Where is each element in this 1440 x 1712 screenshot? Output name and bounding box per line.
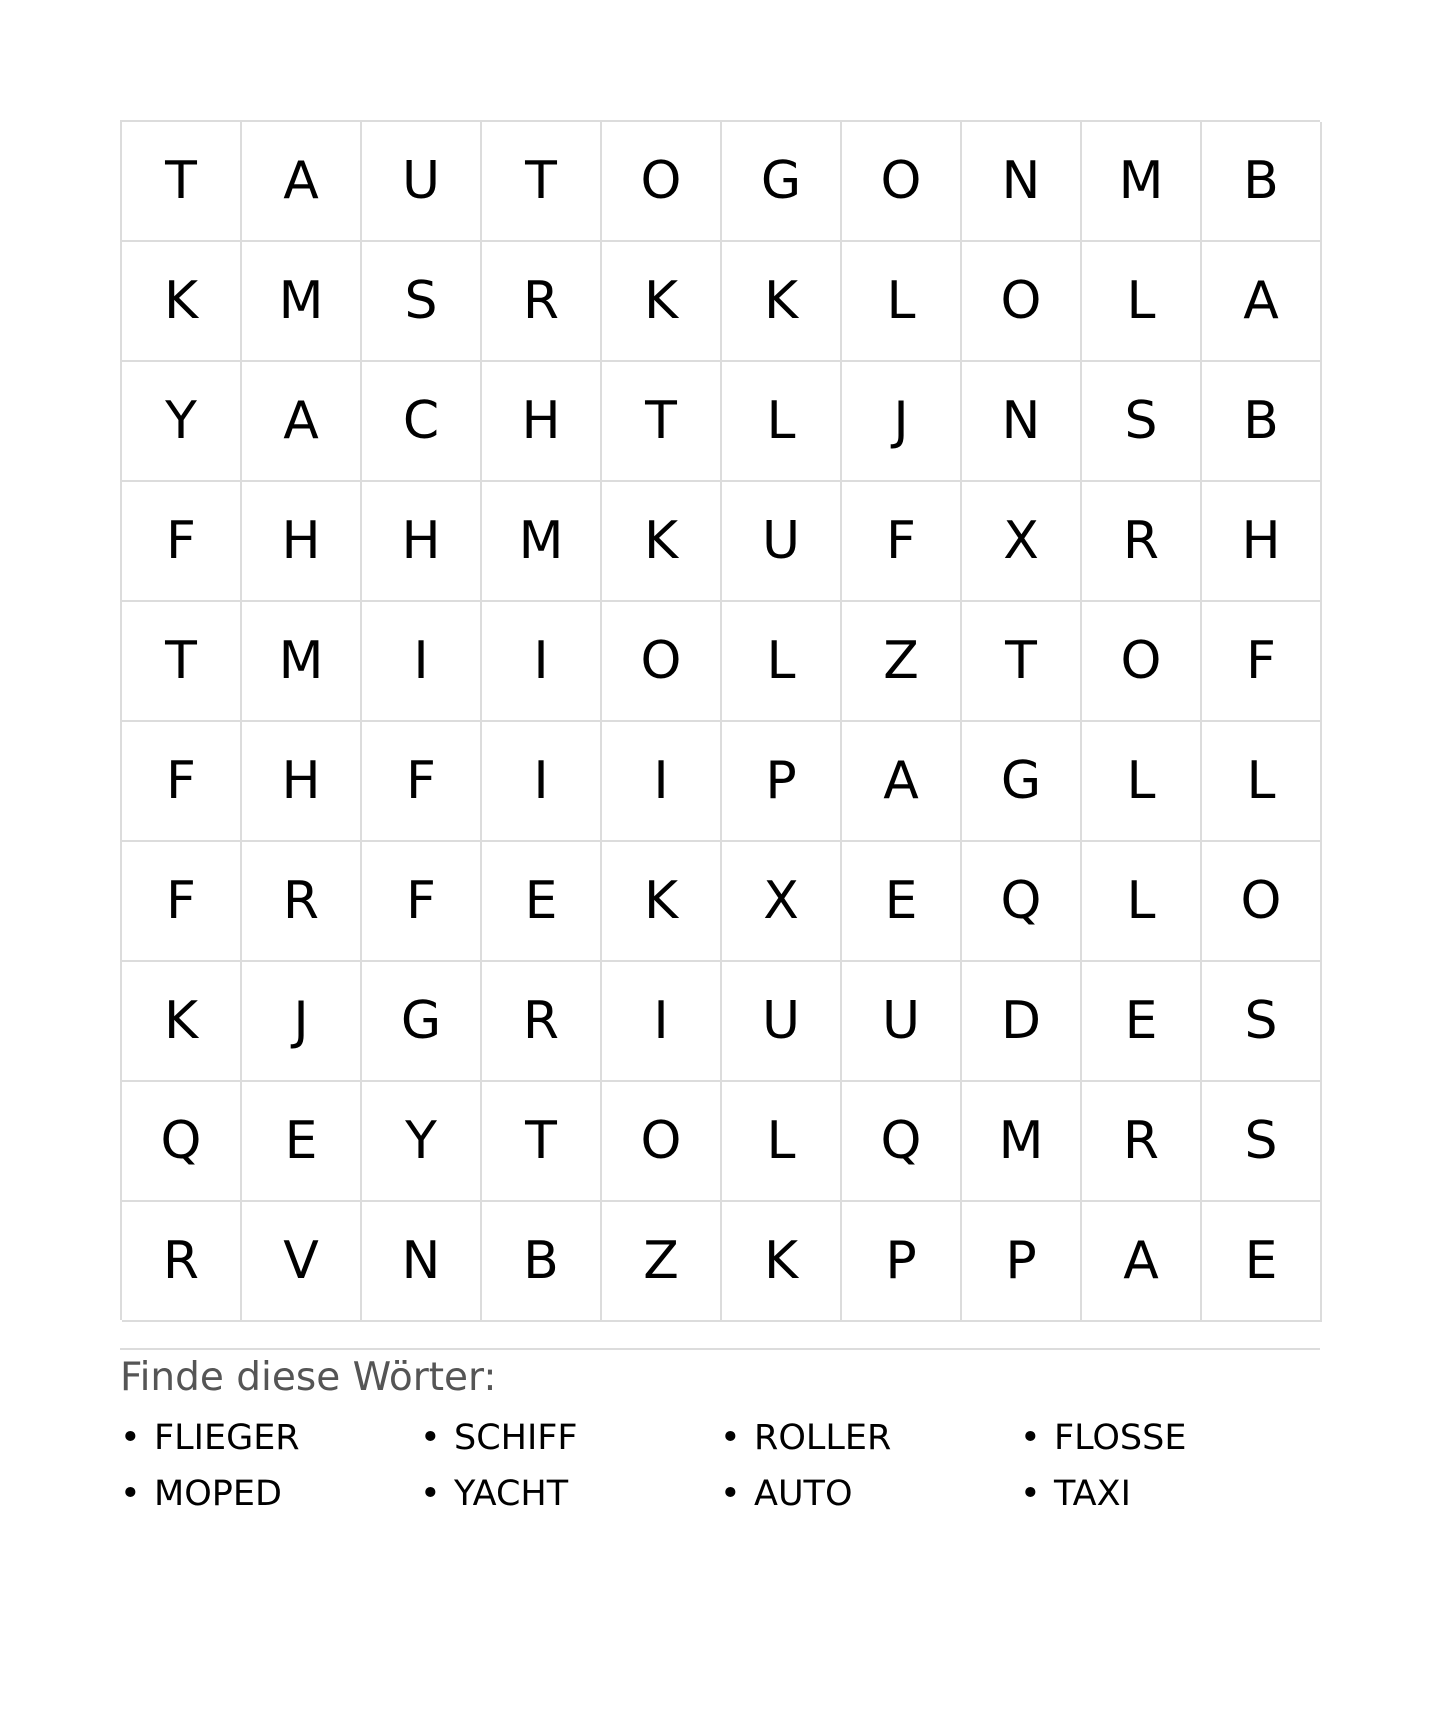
letter-grid — [120, 120, 1320, 1320]
word-list-item — [420, 1410, 720, 1466]
grid-cell[interactable]: G — [722, 122, 842, 242]
grid-cell[interactable]: F — [122, 842, 242, 962]
grid-cell[interactable]: R — [242, 842, 362, 962]
grid-cell[interactable]: L — [1082, 242, 1202, 362]
grid-cell[interactable]: B — [1202, 122, 1322, 242]
grid-cell[interactable]: G — [962, 722, 1082, 842]
grid-cell[interactable]: J — [242, 962, 362, 1082]
grid-cell[interactable]: H — [1202, 482, 1322, 602]
grid-cell[interactable]: O — [602, 1082, 722, 1202]
word-list-item — [1020, 1466, 1320, 1522]
grid-cell[interactable]: I — [602, 962, 722, 1082]
grid-cell[interactable]: X — [722, 842, 842, 962]
grid-cell[interactable]: H — [482, 362, 602, 482]
grid-cell[interactable]: K — [722, 1202, 842, 1322]
grid-cell[interactable]: A — [1082, 1202, 1202, 1322]
grid-cell[interactable]: U — [722, 482, 842, 602]
grid-cell[interactable]: R — [1082, 482, 1202, 602]
word-list-item — [120, 1466, 420, 1522]
grid-cell[interactable]: K — [602, 482, 722, 602]
grid-cell[interactable]: U — [362, 122, 482, 242]
bullet-icon: • — [120, 1418, 141, 1458]
grid-cell[interactable]: L — [1082, 722, 1202, 842]
grid-cell[interactable]: O — [1082, 602, 1202, 722]
grid-cell[interactable]: O — [842, 122, 962, 242]
grid-cell[interactable]: B — [482, 1202, 602, 1322]
word-search-sheet — [120, 120, 1320, 1522]
grid-cell[interactable]: T — [482, 1082, 602, 1202]
word-list-item — [720, 1466, 1020, 1522]
bullet-icon: • — [420, 1474, 441, 1514]
word-label: SCHIFF — [454, 1418, 578, 1458]
grid-cell[interactable]: I — [362, 602, 482, 722]
grid-cell[interactable]: V — [242, 1202, 362, 1322]
word-label: TAXI — [1054, 1474, 1131, 1514]
grid-cell[interactable]: M — [242, 242, 362, 362]
word-list-item — [1020, 1410, 1320, 1466]
grid-cell[interactable]: N — [362, 1202, 482, 1322]
grid-cell[interactable]: F — [122, 482, 242, 602]
word-list-item — [420, 1466, 720, 1522]
word-label: AUTO — [754, 1474, 853, 1514]
grid-cell[interactable]: O — [602, 122, 722, 242]
grid-cell[interactable]: K — [122, 962, 242, 1082]
grid-cell[interactable]: Y — [362, 1082, 482, 1202]
grid-cell[interactable]: T — [962, 602, 1082, 722]
bullet-icon: • — [720, 1418, 741, 1458]
grid-cell[interactable]: M — [482, 482, 602, 602]
grid-cell[interactable]: Q — [842, 1082, 962, 1202]
grid-cell[interactable]: F — [122, 722, 242, 842]
grid-cell[interactable]: Z — [602, 1202, 722, 1322]
grid-cell[interactable]: L — [1082, 842, 1202, 962]
grid-cell[interactable]: M — [1082, 122, 1202, 242]
bullet-icon: • — [420, 1418, 441, 1458]
grid-cell[interactable]: L — [842, 242, 962, 362]
word-label: MOPED — [154, 1474, 282, 1514]
grid-cell[interactable]: T — [482, 122, 602, 242]
grid-cell[interactable]: I — [482, 602, 602, 722]
grid-cell[interactable]: A — [1202, 242, 1322, 362]
grid-cell[interactable]: S — [1082, 362, 1202, 482]
word-list-item — [720, 1410, 1020, 1466]
grid-cell[interactable]: A — [242, 122, 362, 242]
grid-cell[interactable]: J — [842, 362, 962, 482]
grid-cell[interactable]: M — [242, 602, 362, 722]
grid-cell[interactable]: O — [1202, 842, 1322, 962]
grid-cell[interactable]: F — [362, 842, 482, 962]
grid-cell[interactable]: R — [1082, 1082, 1202, 1202]
grid-cell[interactable]: P — [722, 722, 842, 842]
word-label: YACHT — [454, 1474, 569, 1514]
grid-cell[interactable]: L — [722, 1082, 842, 1202]
grid-cell[interactable]: N — [962, 122, 1082, 242]
grid-cell[interactable]: R — [482, 962, 602, 1082]
grid-cell[interactable]: F — [842, 482, 962, 602]
grid-cell[interactable]: E — [482, 842, 602, 962]
grid-cell[interactable]: M — [962, 1082, 1082, 1202]
grid-cell[interactable]: Z — [842, 602, 962, 722]
grid-cell[interactable]: L — [722, 602, 842, 722]
grid-cell[interactable]: E — [842, 842, 962, 962]
grid-cell[interactable]: T — [122, 602, 242, 722]
grid-cell[interactable]: K — [602, 242, 722, 362]
grid-cell[interactable]: K — [602, 842, 722, 962]
word-list-item — [120, 1410, 420, 1466]
word-label: FLIEGER — [154, 1418, 300, 1458]
grid-cell[interactable]: T — [122, 122, 242, 242]
grid-cell[interactable]: L — [722, 362, 842, 482]
word-label: ROLLER — [754, 1418, 892, 1458]
grid-cell[interactable]: H — [242, 482, 362, 602]
divider — [120, 1348, 1320, 1350]
bullet-icon: • — [1020, 1474, 1041, 1514]
grid-cell[interactable]: F — [362, 722, 482, 842]
grid-cell[interactable]: S — [1202, 1082, 1322, 1202]
grid-cell[interactable]: E — [242, 1082, 362, 1202]
grid-cell[interactable]: U — [722, 962, 842, 1082]
grid-cell[interactable]: H — [362, 482, 482, 602]
grid-cell[interactable]: R — [482, 242, 602, 362]
grid-cell[interactable]: F — [1202, 602, 1322, 722]
grid-cell[interactable]: G — [362, 962, 482, 1082]
grid-cell[interactable]: B — [1202, 362, 1322, 482]
grid-cell[interactable]: T — [602, 362, 722, 482]
grid-cell[interactable]: D — [962, 962, 1082, 1082]
bullet-icon: • — [720, 1474, 741, 1514]
grid-cell[interactable]: I — [602, 722, 722, 842]
grid-cell[interactable]: L — [1202, 722, 1322, 842]
grid-cell[interactable]: C — [362, 362, 482, 482]
grid-cell[interactable]: A — [842, 722, 962, 842]
bullet-icon: • — [120, 1474, 141, 1514]
grid-cell[interactable]: K — [122, 242, 242, 362]
word-label: FLOSSE — [1054, 1418, 1187, 1458]
grid-cell[interactable]: K — [722, 242, 842, 362]
grid-cell[interactable]: O — [962, 242, 1082, 362]
grid-cell[interactable]: R — [122, 1202, 242, 1322]
word-list — [120, 1410, 1320, 1522]
grid-cell[interactable]: Q — [962, 842, 1082, 962]
grid-cell[interactable]: P — [962, 1202, 1082, 1322]
grid-cell[interactable]: A — [242, 362, 362, 482]
grid-cell[interactable]: P — [842, 1202, 962, 1322]
grid-cell[interactable]: S — [1202, 962, 1322, 1082]
grid-cell[interactable]: E — [1082, 962, 1202, 1082]
grid-cell[interactable]: X — [962, 482, 1082, 602]
grid-cell[interactable]: S — [362, 242, 482, 362]
grid-cell[interactable]: Y — [122, 362, 242, 482]
instructions-text: Finde diese Wörter: — [120, 1355, 497, 1400]
bullet-icon: • — [1020, 1418, 1041, 1458]
grid-cell[interactable]: I — [482, 722, 602, 842]
grid-cell[interactable]: O — [602, 602, 722, 722]
grid-cell[interactable]: N — [962, 362, 1082, 482]
grid-cell[interactable]: Q — [122, 1082, 242, 1202]
grid-cell[interactable]: U — [842, 962, 962, 1082]
grid-cell[interactable]: E — [1202, 1202, 1322, 1322]
grid-cell[interactable]: H — [242, 722, 362, 842]
